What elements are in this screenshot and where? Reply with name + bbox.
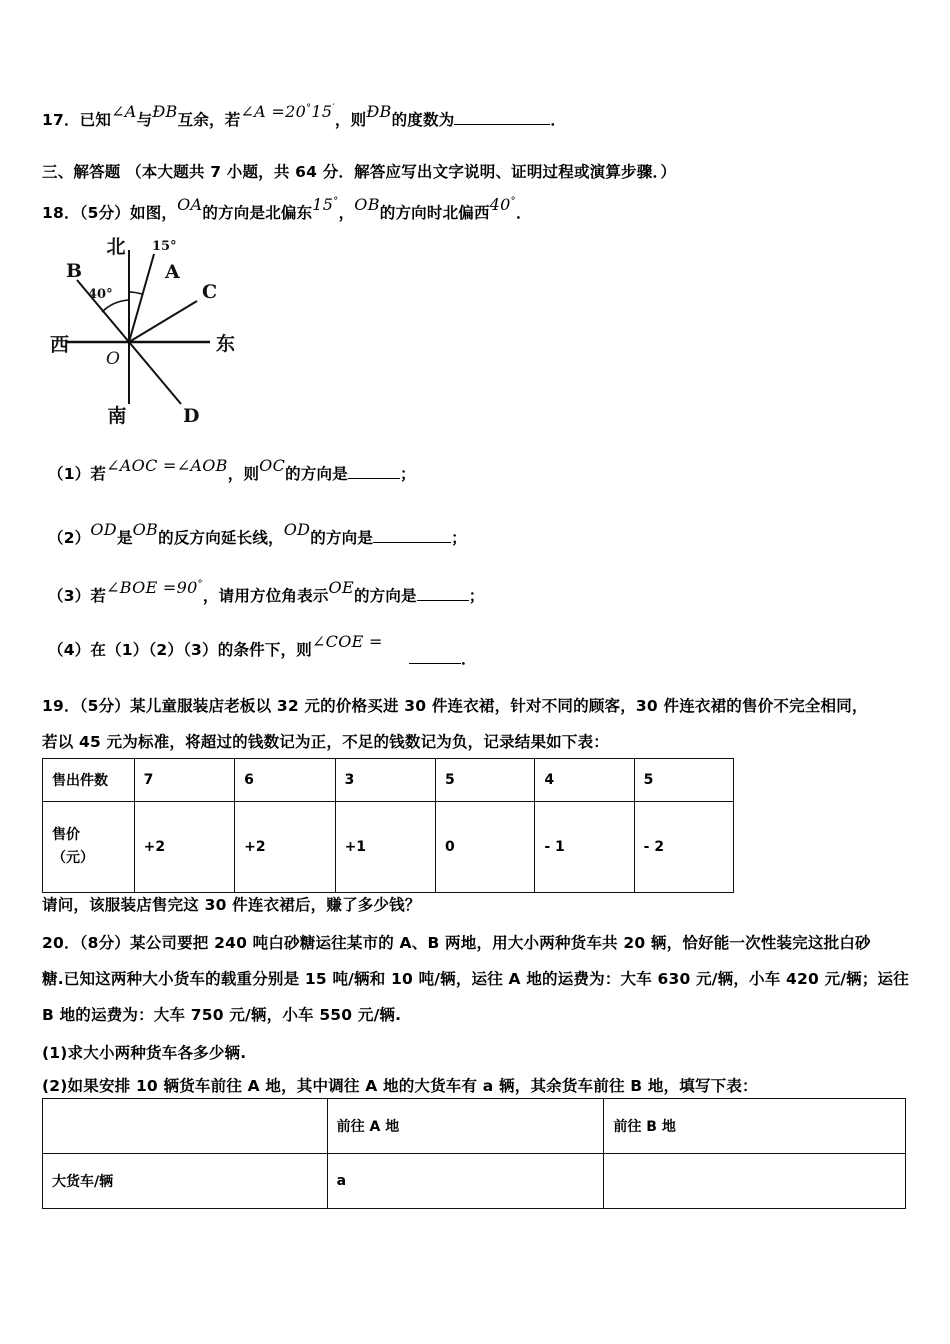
q18-sub3-degree-sign: ° [197,579,203,590]
q19-closing-text: 请问，该服装店售完这 30 件连衣裙后，赚了多少钱？ [42,896,421,914]
q17-angle-b-2: ÐB [366,102,392,122]
q18-sub3-ray: OE [328,578,354,598]
label-south: 南 [107,405,127,427]
q18-sub2-ray-2: OD [283,520,311,539]
section-heading [42,165,676,181]
table-row [43,1099,906,1154]
truck-row-big-to-b[interactable] [604,1154,906,1209]
angle-arc-15 [129,292,142,294]
q18-ray-ob: OB [354,195,380,215]
q18-sub1-mid: ，则 [227,465,260,483]
q18-sub2-math: OD [90,520,117,539]
price-cell-4: 0 [436,802,535,893]
question-18-sub-2 [48,520,467,547]
q17-minutes: 15 [311,102,333,122]
question-18-sub-1 [48,456,416,483]
question-20-sub-1 [42,1046,246,1062]
truck-dispatch-table [42,1098,906,1209]
question-19-closing [42,898,421,914]
q18-sub3-end: ； [468,587,485,606]
q18-period: ． [515,204,532,223]
q17-conj-2: 互余，若 [177,111,241,130]
q20-text-line-3: B 地的运费为：大车 750 元/辆，小车 550 元/辆. [42,1006,402,1024]
compass-rose-figure [44,228,284,428]
price-cell-2: +2 [235,802,335,893]
label-c: C [202,281,218,303]
q18-sub2-ray: OB [132,520,159,539]
q18-text-1: 的方向是北偏东 [202,204,313,223]
q18-sub3-number: （3） [48,587,91,606]
q18-sub1-end: ； [399,465,416,483]
ray-od [129,342,181,404]
question-18-sub-4 [48,632,383,659]
q18-sub2-mid: 是 [116,529,133,547]
label-a: A [165,261,180,283]
sales-count-cell-1: 7 [134,759,234,802]
q18-comma: ， [338,204,355,223]
question-19-line-2 [42,735,609,751]
question-19-line-1 [42,699,868,715]
label-angle-15: 15° [152,239,177,254]
sales-count-cell-3: 3 [335,759,435,802]
question-17 [42,102,567,130]
q18-text-2: 的方向时北偏西 [379,204,490,223]
q17-angle-b: ÐB [152,102,178,122]
q17-equation: ∠A =20 [240,102,307,122]
q20-text-line-1: 20．（8分）某公司要把 240 吨白砂糖运往某市的 A、B 两地，用大小两种货车共 20 辆，恰好能一次性装完这批白砂 [42,934,871,952]
price-cell-5: - 1 [535,802,634,893]
q18-degree-sign-1: ° [333,196,339,207]
q18-angle-15: 15 [312,195,334,215]
q18-number: 18．（5分）如图， [42,204,178,223]
q18-sub4-number: （4） [48,641,91,659]
q18-sub1-number: （1） [48,465,91,483]
label-west: 西 [50,334,70,356]
q17-answer-blank[interactable] [454,124,550,125]
question-20-sub-2 [42,1079,758,1095]
q19-text-line-2: 若以 45 元为标准，将超过的钱数记为正，不足的钱数记为负，记录结果如下表： [42,733,609,751]
question-20-line-1 [42,936,871,952]
truck-table-header-to-a: 前往 A 地 [327,1099,604,1154]
section-heading-text: 三、解答题 （本大题共 7 小题，共 64 分．解答应写出文字说明、证明过程或演算步骤．） [42,163,677,181]
price-label-line-2: （元） [52,850,94,866]
sales-count-label: 售出件数 [43,759,135,802]
label-origin-o: O [106,349,120,369]
q18-sub1-lead: 若 [90,465,107,483]
q18-sub3-mid: ，请用方位角表示 [202,587,329,606]
q18-sub4-math: ∠COE = [311,632,383,651]
q18-sub4-lead: 在（1）（2）（3）的条件下，则 [90,641,312,659]
label-b: B [66,260,83,282]
label-angle-40: 40° [88,287,113,302]
question-20-line-3 [42,1008,401,1024]
truck-row-big-to-a[interactable]: a [327,1154,604,1209]
q17-tail: 的度数为 [391,111,455,130]
q18-sub2-tail: 的反方向延长线， [158,529,284,547]
q17-period: ． [550,111,567,130]
q18-sub4-answer-blank[interactable] [409,663,461,664]
sales-record-table [42,758,734,893]
q18-sub2-answer-blank[interactable] [373,542,451,543]
q18-angle-40: 40 [489,195,511,215]
sales-count-cell-5: 4 [535,759,634,802]
q19-text-line-1: 19．（5分）某儿童服装店老板以 32 元的价格买进 30 件连衣裙，针对不同的顾客，30 件连衣裙的售价不完全相同， [42,697,868,715]
sales-count-cell-6: 5 [634,759,733,802]
question-20-line-2 [42,972,909,988]
q17-conj-1: 与 [136,111,153,130]
sales-count-cell-2: 6 [235,759,335,802]
price-label [43,802,135,893]
table-row [43,802,734,893]
q20-sub2-text: (2)如果安排 10 辆货车前往 A 地，其中调往 A 地的大货车有 a 辆，其余货车前往 B 地，填写下表： [42,1077,758,1095]
q18-sub2-number: （2） [48,529,91,547]
q20-text-line-2: 糖.已知这两种大小货车的载重分别是 15 吨/辆和 10 吨/辆，运往 A 地的运费为：大车 630 元/辆，小车 420 元/辆；运往 [42,970,909,988]
question-18-sub-3 [48,578,485,606]
q18-sub2-tail-2: 的方向是 [310,529,374,547]
label-north: 北 [106,236,126,258]
q17-conj-3: ，则 [334,111,367,130]
q18-sub3-math: ∠BOE =90 [106,578,198,598]
q18-sub4-end: ． [461,650,477,668]
truck-row-label-big: 大货车/辆 [43,1154,328,1209]
sales-count-cell-4: 5 [436,759,535,802]
table-row [43,759,734,802]
truck-table-corner-cell [43,1099,328,1154]
label-d: D [183,405,200,427]
q18-degree-sign-2: ° [510,196,516,207]
q20-sub1-text: (1)求大小两种货车各多少辆. [42,1044,247,1062]
q17-angle-a: ∠A [111,102,137,122]
q18-sub3-tail: 的方向是 [353,587,417,606]
q18-sub1-tail: 的方向是 [285,465,348,483]
q17-degree-sign: ° [306,103,312,114]
q18-sub2-end: ； [451,529,467,547]
q18-sub1-ray: OC [259,456,286,475]
question-18-sub-4-answer [409,652,477,668]
q18-sub3-lead: 若 [90,587,107,606]
label-east: 东 [216,333,236,355]
price-cell-1: +2 [134,802,234,893]
price-label-line-1: 售价 [52,826,80,843]
price-cell-6: - 2 [634,802,733,893]
table-row [43,1154,906,1209]
truck-table-header-to-b: 前往 B 地 [604,1099,906,1154]
price-cell-3: +1 [335,802,435,893]
q18-sub1-math: ∠AOC =∠AOB [106,456,228,475]
q18-ray-oa: OA [177,195,203,215]
q18-sub3-answer-blank[interactable] [417,600,469,601]
q17-prime-sign: ′ [332,103,335,114]
q17-number: 17．已知 [42,111,112,130]
q18-sub1-answer-blank[interactable] [348,478,400,479]
question-18-stem [42,195,532,223]
